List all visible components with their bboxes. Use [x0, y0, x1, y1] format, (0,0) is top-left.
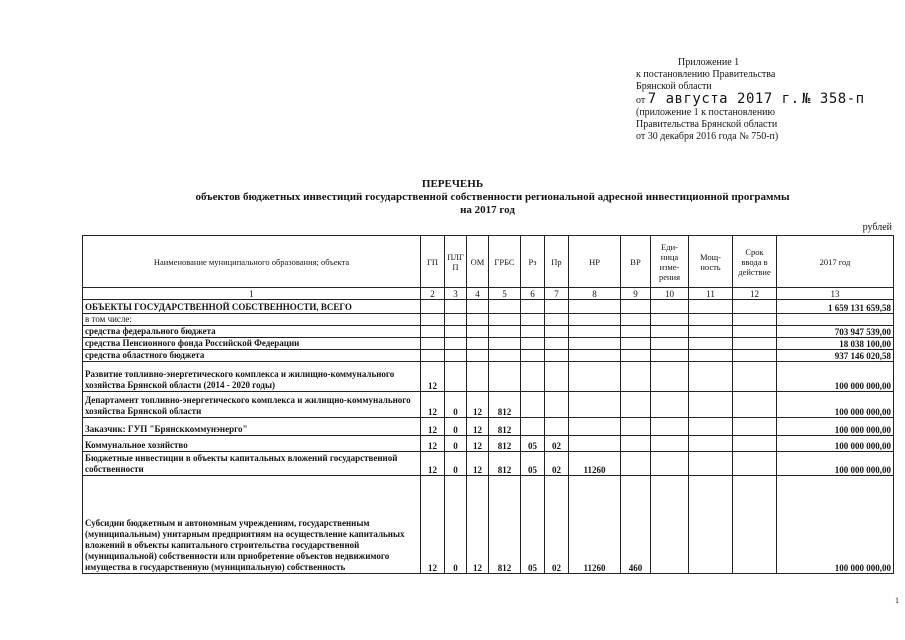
cell-np: 11260	[569, 476, 621, 574]
cell-empty	[689, 350, 733, 362]
cell-rz	[521, 418, 545, 436]
row-name: Департамент топливно-энергетического комплекса и жилищно-коммунального хозяйства Брянской области	[83, 392, 421, 418]
row-name: средства Пенсионного фонда Российской Федерации	[83, 338, 421, 350]
cell-empty	[733, 392, 777, 418]
header-rz: Рз	[521, 236, 545, 288]
cell-np	[569, 326, 621, 338]
cell-grbs	[489, 362, 521, 392]
cell-vr	[621, 300, 651, 314]
header-gp: ГП	[421, 236, 445, 288]
cell-vr	[621, 392, 651, 418]
cell-np	[569, 338, 621, 350]
cell-rz: 05	[521, 476, 545, 574]
document-title	[0, 178, 905, 217]
header-unit: Еди-ница изме-рения	[651, 236, 689, 288]
cell-vr	[621, 314, 651, 326]
cell-empty	[733, 314, 777, 326]
cell-om	[467, 338, 489, 350]
cell-empty	[689, 476, 733, 574]
column-number: 9	[621, 288, 651, 300]
cell-gp	[421, 300, 445, 314]
row-name: Заказчик: ГУП "Брянсккоммунэнерго"	[83, 418, 421, 436]
title-year: на 2017 год	[460, 204, 515, 216]
column-number: 12	[733, 288, 777, 300]
column-number-row	[83, 288, 894, 300]
cell-empty	[689, 362, 733, 392]
cell-om	[467, 300, 489, 314]
cell-grbs	[489, 314, 521, 326]
appendix-line: Правительства Брянской области	[636, 119, 778, 130]
investment-table	[82, 235, 894, 574]
cell-pr	[545, 326, 569, 338]
table-row	[83, 418, 894, 436]
cell-empty	[733, 338, 777, 350]
table-row	[83, 452, 894, 476]
header-np: НР	[569, 236, 621, 288]
appendix-title: Приложение 1	[678, 57, 740, 68]
cell-gp: 12	[421, 452, 445, 476]
header-om: ОМ	[467, 236, 489, 288]
cell-empty	[733, 350, 777, 362]
cell-ppgp	[445, 338, 467, 350]
cell-vr	[621, 326, 651, 338]
cell-np	[569, 418, 621, 436]
cell-pr	[545, 392, 569, 418]
cell-pr	[545, 418, 569, 436]
header-year: 2017 год	[777, 236, 894, 288]
cell-pr	[545, 350, 569, 362]
cell-ppgp: 0	[445, 418, 467, 436]
cell-om	[467, 362, 489, 392]
cell-amount: 100 000 000,00	[777, 418, 894, 436]
cell-empty	[733, 362, 777, 392]
cell-amount: 1 659 131 659,58	[777, 300, 894, 314]
cell-ppgp: 0	[445, 476, 467, 574]
cell-vr	[621, 436, 651, 452]
cell-vr	[621, 418, 651, 436]
cell-om	[467, 326, 489, 338]
header-grbs: ГРБС	[489, 236, 521, 288]
table-row	[83, 326, 894, 338]
header-ppgp: ПЛГ П	[445, 236, 467, 288]
cell-empty	[689, 338, 733, 350]
cell-empty	[689, 392, 733, 418]
cell-gp	[421, 314, 445, 326]
cell-pr: 02	[545, 452, 569, 476]
cell-pr: 02	[545, 436, 569, 452]
cell-amount	[777, 314, 894, 326]
cell-gp: 12	[421, 418, 445, 436]
cell-pr: 02	[545, 476, 569, 574]
currency-unit: рублей	[862, 222, 892, 233]
cell-pr	[545, 300, 569, 314]
cell-pr	[545, 338, 569, 350]
cell-empty	[651, 326, 689, 338]
cell-gp: 12	[421, 436, 445, 452]
table-row	[83, 350, 894, 362]
cell-empty	[651, 392, 689, 418]
cell-ppgp	[445, 314, 467, 326]
cell-pr	[545, 314, 569, 326]
appendix-line: к постановлению Правительства	[636, 69, 776, 80]
cell-empty	[651, 418, 689, 436]
from-label: от	[636, 95, 646, 106]
cell-np	[569, 392, 621, 418]
cell-amount: 937 146 020,58	[777, 350, 894, 362]
column-number: 5	[489, 288, 521, 300]
cell-gp	[421, 326, 445, 338]
row-name: Коммунальное хозяйство	[83, 436, 421, 452]
cell-om: 12	[467, 418, 489, 436]
cell-grbs: 812	[489, 392, 521, 418]
header-pr: Пр	[545, 236, 569, 288]
cell-empty	[651, 338, 689, 350]
appendix-line: Брянской области	[636, 81, 712, 92]
cell-empty	[733, 476, 777, 574]
cell-vr: 460	[621, 476, 651, 574]
table-header-row	[83, 236, 894, 288]
column-number: 3	[445, 288, 467, 300]
column-number: 8	[569, 288, 621, 300]
table-row	[83, 476, 894, 574]
cell-rz	[521, 300, 545, 314]
column-number: 6	[521, 288, 545, 300]
cell-rz	[521, 314, 545, 326]
cell-empty	[733, 326, 777, 338]
column-number: 13	[777, 288, 894, 300]
row-name: средства федерального бюджета	[83, 326, 421, 338]
page-number: 1	[895, 596, 899, 605]
cell-om: 12	[467, 452, 489, 476]
cell-empty	[689, 300, 733, 314]
cell-ppgp: 0	[445, 436, 467, 452]
cell-amount: 703 947 539,00	[777, 326, 894, 338]
cell-grbs: 812	[489, 418, 521, 436]
header-capacity: Мощ-ность	[689, 236, 733, 288]
appendix-line: от 30 декабря 2016 года № 750-п)	[636, 131, 779, 142]
cell-np	[569, 300, 621, 314]
column-number: 7	[545, 288, 569, 300]
table-row	[83, 436, 894, 452]
cell-empty	[689, 436, 733, 452]
decree-date: 7 августа 2017 г.	[647, 91, 800, 107]
cell-vr	[621, 452, 651, 476]
cell-np: 11260	[569, 452, 621, 476]
cell-ppgp	[445, 362, 467, 392]
cell-ppgp	[445, 350, 467, 362]
cell-vr	[621, 362, 651, 392]
cell-grbs	[489, 350, 521, 362]
cell-om: 12	[467, 392, 489, 418]
cell-gp: 12	[421, 476, 445, 574]
cell-vr	[621, 350, 651, 362]
appendix-line: (приложение 1 к постановлению	[636, 107, 776, 118]
title-heading: ПЕРЕЧЕНЬ	[421, 178, 484, 190]
cell-gp: 12	[421, 392, 445, 418]
cell-empty	[733, 300, 777, 314]
row-name: Развитие топливно-энергетического комплекса и жилищно-коммунального хозяйства Брянской области (2014 - 2020 годы)	[83, 362, 421, 392]
cell-empty	[651, 300, 689, 314]
cell-amount: 100 000 000,00	[777, 362, 894, 392]
cell-empty	[651, 362, 689, 392]
cell-empty	[651, 350, 689, 362]
table-row	[83, 314, 894, 326]
row-name: Бюджетные инвестиции в объекты капитальных вложений государственной собственности	[83, 452, 421, 476]
cell-om	[467, 314, 489, 326]
cell-np	[569, 350, 621, 362]
cell-vr	[621, 338, 651, 350]
cell-om: 12	[467, 476, 489, 574]
cell-np	[569, 314, 621, 326]
cell-amount: 100 000 000,00	[777, 452, 894, 476]
cell-ppgp: 0	[445, 392, 467, 418]
cell-ppgp: 0	[445, 452, 467, 476]
title-subtitle: объектов бюджетных инвестиций государственной собственности региональной адресной инвестиционной программы	[195, 191, 790, 203]
column-number: 2	[421, 288, 445, 300]
cell-grbs: 812	[489, 452, 521, 476]
cell-grbs: 812	[489, 476, 521, 574]
cell-gp	[421, 338, 445, 350]
row-name: в том числе:	[83, 314, 421, 326]
cell-rz	[521, 338, 545, 350]
cell-amount: 100 000 000,00	[777, 476, 894, 574]
cell-empty	[651, 436, 689, 452]
cell-gp: 12	[421, 362, 445, 392]
cell-empty	[651, 452, 689, 476]
cell-rz	[521, 392, 545, 418]
cell-om: 12	[467, 436, 489, 452]
cell-rz	[521, 326, 545, 338]
column-number: 4	[467, 288, 489, 300]
cell-pr	[545, 362, 569, 392]
cell-om	[467, 350, 489, 362]
cell-amount: 100 000 000,00	[777, 436, 894, 452]
cell-grbs	[489, 326, 521, 338]
cell-empty	[733, 418, 777, 436]
row-name: Субсидии бюджетным и автономным учреждениям, государственным (муниципальным) унитарным предприятиям на осуществление капитальных вложений в объекты капитального строительства государственной (муниципальной) собственности или приобретение объектов недвижимого имущества в государственную (муниципальную) собственность	[83, 476, 421, 574]
table-row	[83, 300, 894, 314]
row-name: ОБЪЕКТЫ ГОСУДАРСТВЕННОЙ СОБСТВЕННОСТИ, ВСЕГО	[83, 300, 421, 314]
cell-grbs	[489, 300, 521, 314]
cell-empty	[689, 326, 733, 338]
cell-np	[569, 436, 621, 452]
cell-empty	[651, 314, 689, 326]
cell-amount: 18 038 100,00	[777, 338, 894, 350]
cell-amount: 100 000 000,00	[777, 392, 894, 418]
header-term: Срок ввода в действие	[733, 236, 777, 288]
cell-rz: 05	[521, 452, 545, 476]
cell-empty	[733, 436, 777, 452]
header-vr: ВР	[621, 236, 651, 288]
table-row	[83, 392, 894, 418]
decree-number: № 358-п	[802, 91, 865, 107]
appendix-block	[636, 57, 865, 143]
table-row	[83, 338, 894, 350]
cell-rz: 05	[521, 436, 545, 452]
cell-grbs	[489, 338, 521, 350]
column-number: 1	[83, 288, 421, 300]
cell-rz	[521, 362, 545, 392]
cell-np	[569, 362, 621, 392]
table-row	[83, 362, 894, 392]
cell-empty	[689, 418, 733, 436]
column-number: 11	[689, 288, 733, 300]
cell-ppgp	[445, 326, 467, 338]
cell-empty	[651, 476, 689, 574]
cell-empty	[733, 452, 777, 476]
cell-empty	[689, 452, 733, 476]
cell-rz	[521, 350, 545, 362]
row-name: средства областного бюджета	[83, 350, 421, 362]
cell-gp	[421, 350, 445, 362]
cell-grbs: 812	[489, 436, 521, 452]
cell-ppgp	[445, 300, 467, 314]
cell-empty	[689, 314, 733, 326]
header-name: Наименование муниципального образования; объекта	[83, 236, 421, 288]
decree-date-row	[636, 93, 865, 107]
column-number: 10	[651, 288, 689, 300]
